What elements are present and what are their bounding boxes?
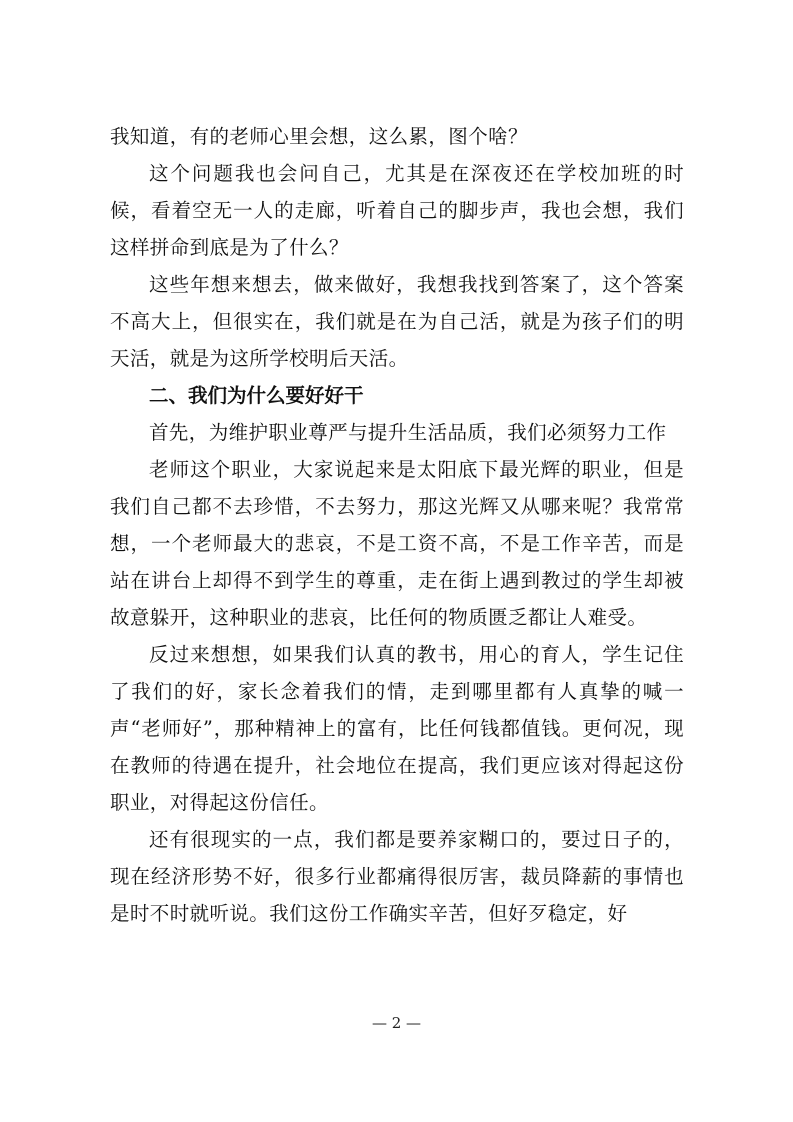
paragraph: 这些年想来想去，做来做好，我想我找到答案了，这个答案不高大上，但很实在，我们就是在为自己活，就是为孩子们的明天活，就是为这所学校明后天活。	[110, 273, 684, 370]
paragraph: 还有很现实的一点，我们都是要养家糊口的，要过日子的，现在经济形势不好，很多行业都痛得很厉害，裁员降薪的事情也是时不时就听说。我们这份工作确实辛苦，但好歹稳定，好	[110, 828, 684, 925]
document-body	[110, 118, 684, 932]
section-heading: 二、我们为什么要好好干	[149, 384, 364, 407]
paragraph: 这个问题我也会问自己，尤其是在深夜还在学校加班的时候，看着空无一人的走廊，听着自己的脚步声，我也会想，我们这样拼命到底是为了什么？	[110, 162, 684, 259]
page-number: — 2 —	[371, 1014, 422, 1032]
paragraph: 老师这个职业，大家说起来是太阳底下最光辉的职业，但是我们自己都不去珍惜，不去努力，那这光辉又从哪来呢？我常常想，一个老师最大的悲哀，不是工资不高，不是工作辛苦，而是站在讲台上却得不到学生的尊重，走在街上遇到教过的学生却被故意躲开，这种职业的悲哀，比任何的物质匮乏都让人难受。	[110, 458, 684, 629]
paragraph: 我知道，有的老师心里会想，这么累，图个啥？	[110, 125, 528, 148]
paragraph: 反过来想想，如果我们认真的教书，用心的育人，学生记住了我们的好，家长念着我们的情，走到哪里都有人真挚的喊一声“老师好”，那种精神上的富有，比任何钱都值钱。更何况，现在教师的待遇在提升，社会地位在提高，我们更应该对得起这份职业，对得起这份信任。	[110, 643, 684, 814]
paragraph: 首先，为维护职业尊严与提升生活品质，我们必须努力工作	[149, 421, 667, 444]
